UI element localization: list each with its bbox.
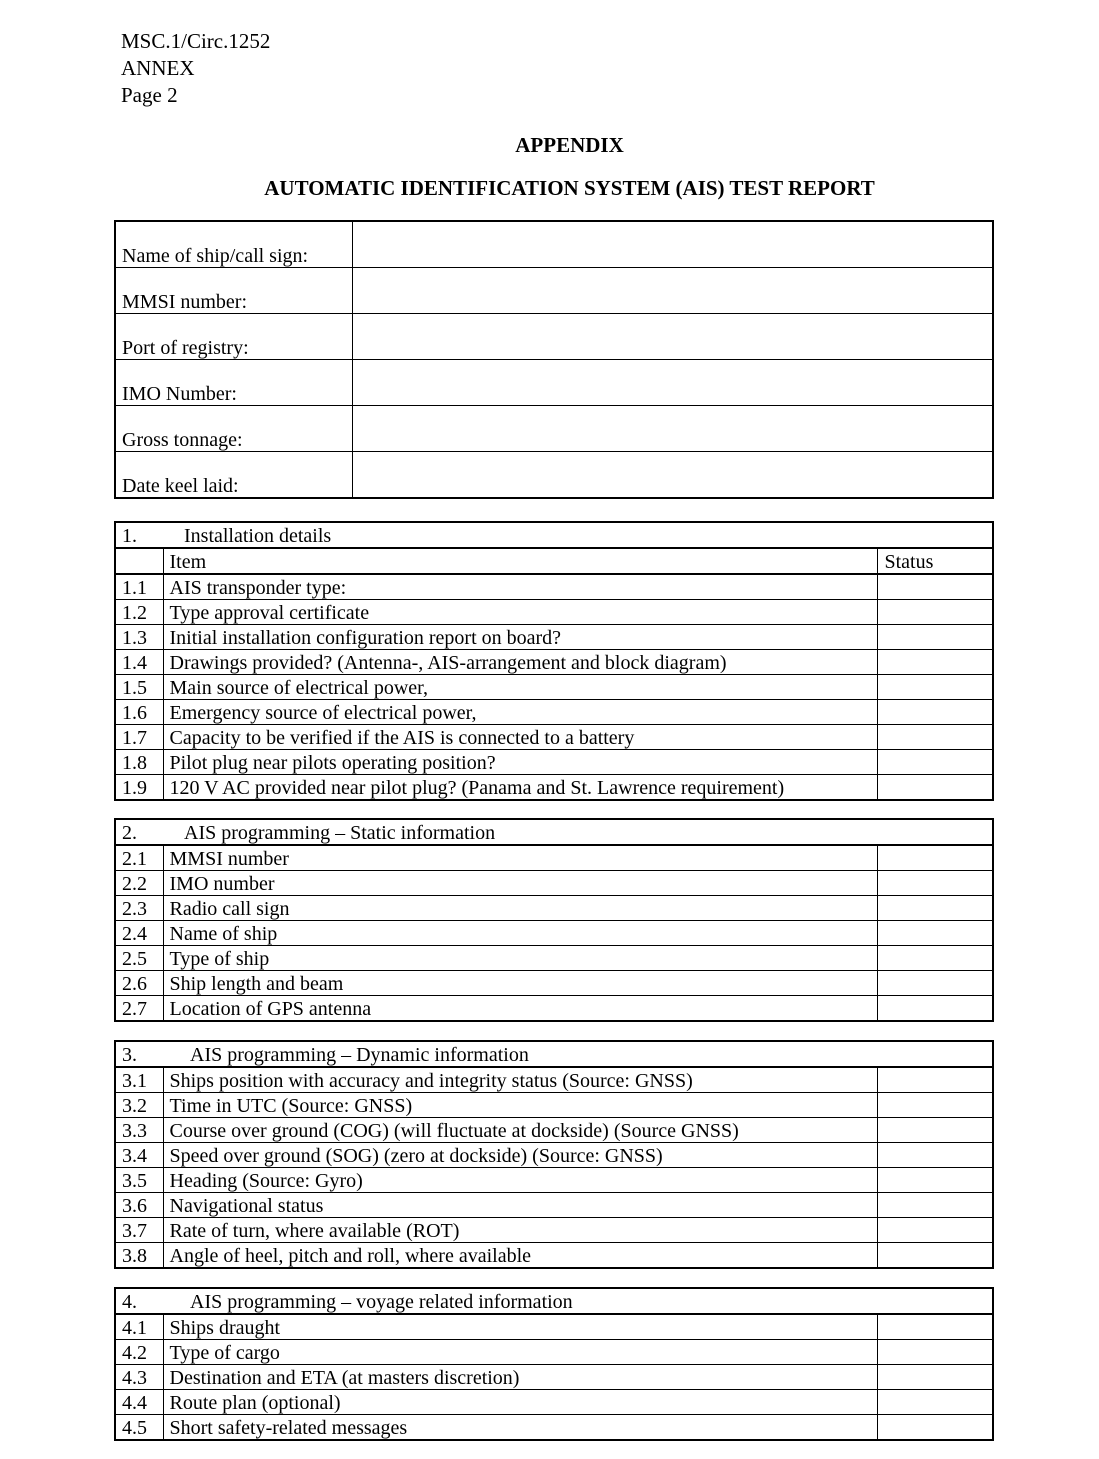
checklist-row	[115, 725, 993, 750]
item-status-cell[interactable]	[878, 1243, 993, 1269]
checklist-row	[115, 1093, 993, 1118]
item-number: 1.1	[115, 574, 163, 600]
item-number: 1.9	[115, 775, 163, 801]
checklist-row	[115, 700, 993, 725]
item-status-cell[interactable]	[878, 921, 993, 946]
item-number: 1.7	[115, 725, 163, 750]
ship-field-value[interactable]	[353, 221, 994, 268]
item-number: 3.7	[115, 1218, 163, 1243]
checklist-row	[115, 1067, 993, 1093]
checklist-row	[115, 1218, 993, 1243]
item-number: 2.5	[115, 946, 163, 971]
checklist-row	[115, 845, 993, 871]
ship-field-value[interactable]	[353, 360, 994, 406]
item-description: Course over ground (COG) (will fluctuate at dockside) (Source GNSS)	[163, 1118, 878, 1143]
item-description: Ship length and beam	[163, 971, 878, 996]
item-status-cell[interactable]	[878, 725, 993, 750]
checklist-row	[115, 1314, 993, 1340]
item-description: Time in UTC (Source: GNSS)	[163, 1093, 878, 1118]
ship-field-label: Gross tonnage:	[115, 406, 353, 452]
section-number: 3.	[122, 1044, 137, 1066]
column-header-status: Status	[878, 548, 993, 574]
item-status-cell[interactable]	[878, 1093, 993, 1118]
item-number: 4.1	[115, 1314, 163, 1340]
item-status-cell[interactable]	[878, 775, 993, 801]
section-number: 4.	[122, 1291, 137, 1313]
checklist-row	[115, 871, 993, 896]
item-status-cell[interactable]	[878, 845, 993, 871]
item-status-cell[interactable]	[878, 1193, 993, 1218]
item-status-cell[interactable]	[878, 625, 993, 650]
item-description: Name of ship	[163, 921, 878, 946]
document-header	[121, 28, 270, 109]
item-status-cell[interactable]	[878, 1390, 993, 1415]
item-number: 1.6	[115, 700, 163, 725]
checklist-row	[115, 675, 993, 700]
item-status-cell[interactable]	[878, 1067, 993, 1093]
checklist-row	[115, 946, 993, 971]
ship-field-label: MMSI number:	[115, 268, 353, 314]
item-status-cell[interactable]	[878, 1168, 993, 1193]
section-4-table	[114, 1287, 994, 1441]
column-header-row	[115, 548, 993, 574]
item-description: Location of GPS antenna	[163, 996, 878, 1022]
item-number: 3.4	[115, 1143, 163, 1168]
annex-label: ANNEX	[121, 56, 195, 80]
circular-reference: MSC.1/Circ.1252	[121, 29, 271, 53]
section-title	[115, 1041, 993, 1067]
item-description: Ships draught	[163, 1314, 878, 1340]
item-status-cell[interactable]	[878, 1314, 993, 1340]
checklist-row	[115, 1168, 993, 1193]
item-description: Heading (Source: Gyro)	[163, 1168, 878, 1193]
item-number: 3.6	[115, 1193, 163, 1218]
item-description: IMO number	[163, 871, 878, 896]
item-status-cell[interactable]	[878, 1340, 993, 1365]
item-description: Type approval certificate	[163, 600, 878, 625]
item-status-cell[interactable]	[878, 600, 993, 625]
ship-field-row	[115, 406, 993, 452]
report-title: AUTOMATIC IDENTIFICATION SYSTEM (AIS) TEST REPORT	[264, 176, 875, 200]
checklist-row	[115, 996, 993, 1022]
checklist-row	[115, 1340, 993, 1365]
ship-particulars-table	[114, 220, 994, 499]
checklist-row	[115, 600, 993, 625]
item-number: 3.2	[115, 1093, 163, 1118]
ship-field-row	[115, 268, 993, 314]
item-number: 4.5	[115, 1415, 163, 1441]
item-status-cell[interactable]	[878, 1218, 993, 1243]
appendix-title: APPENDIX	[515, 133, 624, 157]
item-description: Angle of heel, pitch and roll, where available	[163, 1243, 878, 1269]
item-number: 3.1	[115, 1067, 163, 1093]
item-status-cell[interactable]	[878, 896, 993, 921]
ship-field-value[interactable]	[353, 268, 994, 314]
item-number: 4.2	[115, 1340, 163, 1365]
item-description: Navigational status	[163, 1193, 878, 1218]
item-number: 4.4	[115, 1390, 163, 1415]
item-number: 3.8	[115, 1243, 163, 1269]
item-description: Speed over ground (SOG) (zero at dockside) (Source: GNSS)	[163, 1143, 878, 1168]
item-status-cell[interactable]	[878, 1118, 993, 1143]
section-title-text: AIS programming – voyage related information	[190, 1291, 573, 1313]
section-title-text: AIS programming – Static information	[184, 822, 496, 844]
item-number: 2.2	[115, 871, 163, 896]
item-description: Pilot plug near pilots operating position?	[163, 750, 878, 775]
checklist-row	[115, 650, 993, 675]
item-status-cell[interactable]	[878, 946, 993, 971]
item-number: 1.4	[115, 650, 163, 675]
item-number: 3.5	[115, 1168, 163, 1193]
item-status-cell[interactable]	[878, 971, 993, 996]
item-number: 1.3	[115, 625, 163, 650]
item-number: 2.6	[115, 971, 163, 996]
section-3-table	[114, 1040, 994, 1269]
section-title-text: Installation details	[184, 525, 332, 547]
ship-field-row	[115, 314, 993, 360]
item-description: Short safety-related messages	[163, 1415, 878, 1441]
item-status-cell[interactable]	[878, 750, 993, 775]
item-description: Type of ship	[163, 946, 878, 971]
item-status-cell[interactable]	[878, 574, 993, 600]
checklist-row	[115, 921, 993, 946]
checklist-row	[115, 1193, 993, 1218]
page-number: Page 2	[121, 83, 178, 107]
item-status-cell[interactable]	[878, 1415, 993, 1441]
item-number: 4.3	[115, 1365, 163, 1390]
section-title	[115, 819, 993, 845]
item-number: 2.7	[115, 996, 163, 1022]
checklist-row	[115, 1415, 993, 1441]
item-status-cell[interactable]	[878, 871, 993, 896]
item-number: 1.5	[115, 675, 163, 700]
item-description: AIS transponder type:	[163, 574, 878, 600]
ship-field-value[interactable]	[353, 314, 994, 360]
ship-field-row	[115, 221, 993, 268]
checklist-row	[115, 625, 993, 650]
ship-field-label: IMO Number:	[115, 360, 353, 406]
item-description: Capacity to be verified if the AIS is connected to a battery	[163, 725, 878, 750]
item-number: 1.2	[115, 600, 163, 625]
item-status-cell[interactable]	[878, 650, 993, 675]
checklist-row	[115, 1143, 993, 1168]
checklist-row	[115, 750, 993, 775]
item-description: Emergency source of electrical power,	[163, 700, 878, 725]
item-description: 120 V AC provided near pilot plug? (Panama and St. Lawrence requirement)	[163, 775, 878, 801]
section-title	[115, 522, 993, 548]
section-header-row	[115, 1288, 993, 1314]
item-description: Destination and ETA (at masters discretion)	[163, 1365, 878, 1390]
item-description: Initial installation configuration report on board?	[163, 625, 878, 650]
section-title	[115, 1288, 993, 1314]
ship-field-value[interactable]	[353, 452, 994, 499]
item-description: Rate of turn, where available (ROT)	[163, 1218, 878, 1243]
item-description: Main source of electrical power,	[163, 675, 878, 700]
column-header-item: Item	[163, 548, 878, 574]
ship-field-label: Name of ship/call sign:	[115, 221, 353, 268]
checklist-row	[115, 896, 993, 921]
ship-field-value[interactable]	[353, 406, 994, 452]
section-1-table	[114, 521, 994, 801]
checklist-row	[115, 1365, 993, 1390]
item-status-cell[interactable]	[878, 675, 993, 700]
item-description: Type of cargo	[163, 1340, 878, 1365]
item-description: Drawings provided? (Antenna-, AIS-arrangement and block diagram)	[163, 650, 878, 675]
ship-field-label: Port of registry:	[115, 314, 353, 360]
item-number: 2.3	[115, 896, 163, 921]
section-2-table	[114, 818, 994, 1022]
item-status-cell[interactable]	[878, 700, 993, 725]
ship-field-row	[115, 452, 993, 499]
item-number: 2.4	[115, 921, 163, 946]
section-title-text: AIS programming – Dynamic information	[190, 1044, 529, 1066]
item-number: 3.3	[115, 1118, 163, 1143]
item-number: 2.1	[115, 845, 163, 871]
section-header-row	[115, 522, 993, 548]
section-number: 2.	[122, 822, 137, 844]
checklist-row	[115, 971, 993, 996]
item-number: 1.8	[115, 750, 163, 775]
item-description: Route plan (optional)	[163, 1390, 878, 1415]
ship-field-label: Date keel laid:	[115, 452, 353, 499]
checklist-row	[115, 1118, 993, 1143]
blank-header-cell	[115, 548, 163, 574]
section-number: 1.	[122, 525, 137, 547]
item-description: Radio call sign	[163, 896, 878, 921]
item-status-cell[interactable]	[878, 1143, 993, 1168]
item-description: Ships position with accuracy and integrity status (Source: GNSS)	[163, 1067, 878, 1093]
checklist-row	[115, 1243, 993, 1269]
section-header-row	[115, 1041, 993, 1067]
checklist-row	[115, 574, 993, 600]
ship-field-row	[115, 360, 993, 406]
section-header-row	[115, 819, 993, 845]
item-description: MMSI number	[163, 845, 878, 871]
item-status-cell[interactable]	[878, 1365, 993, 1390]
checklist-row	[115, 1390, 993, 1415]
item-status-cell[interactable]	[878, 996, 993, 1022]
checklist-row	[115, 775, 993, 801]
